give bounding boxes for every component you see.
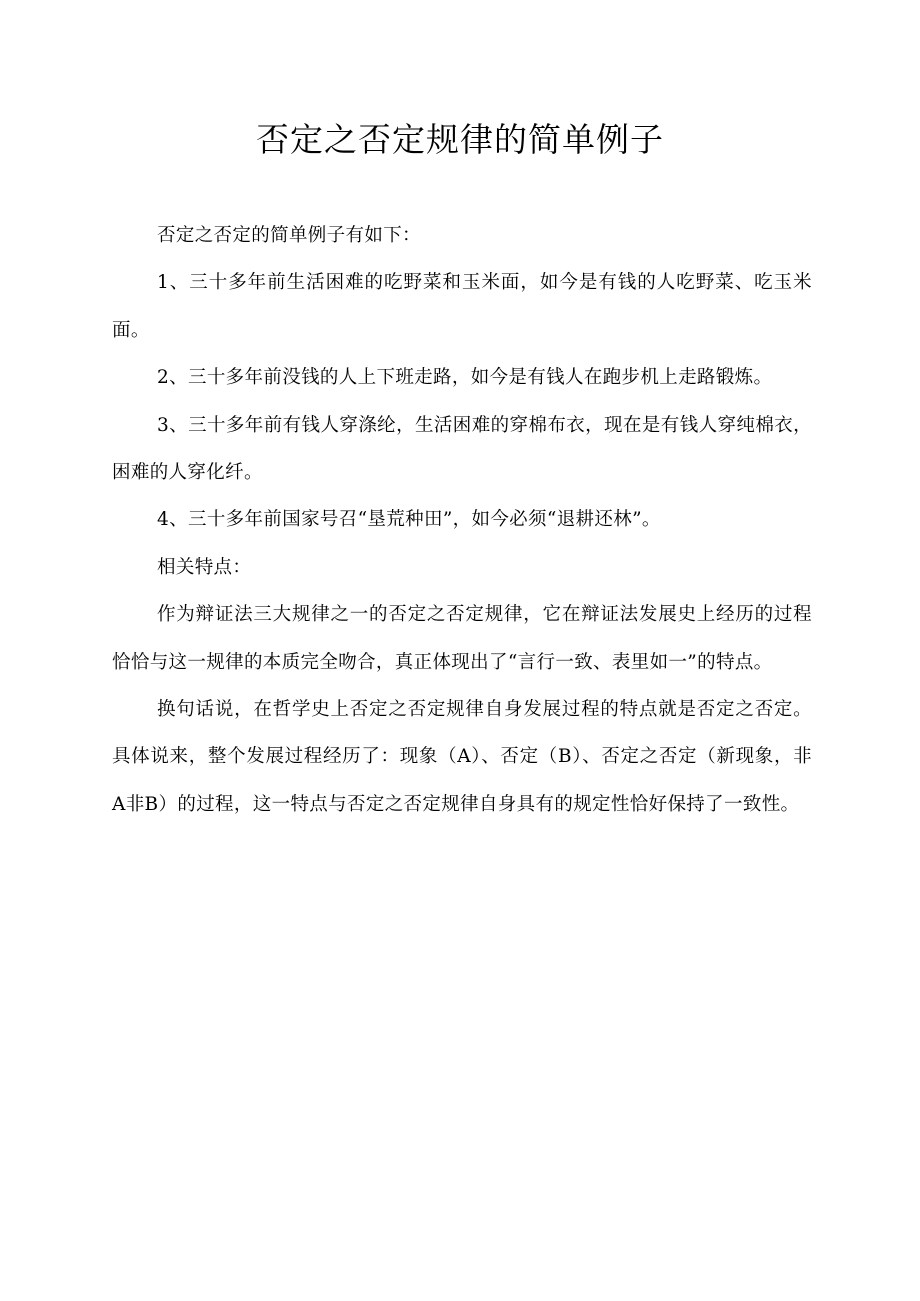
paragraph-example-4: 4、三十多年前国家号召“垦荒种田”，如今必须“退耕还林”。 [157, 509, 661, 531]
paragraph-intro: 否定之否定的简单例子有如下： [157, 225, 421, 246]
paragraph-example-1: 1、三十多年前生活困难的吃野菜和玉米面，如今是有钱的人吃野菜、吃玉米面。 [112, 272, 812, 341]
paragraph-example-2: 2、三十多年前没钱的人上下班走路，如今是有钱人在跑步机上走路锻炼。 [157, 367, 773, 389]
document-body [112, 212, 812, 828]
paragraph-in-other-words: 换句话说，在哲学史上否定之否定规律自身发展过程的特点就是否定之否定。具体说来，整个发展过程经历了：现象（A）、否定（B）、否定之否定（新现象，非A非B）的过程，这一特点与否定之否定规律自身具有的规定性恰好保持了一致性。 [112, 699, 812, 815]
document-title: 否定之否定规律的简单例子 [256, 120, 664, 159]
paragraph-related-features-heading: 相关特点： [157, 556, 252, 578]
paragraph-example-3: 3、三十多年前有钱人穿涤纶，生活困难的穿棉布衣，现在是有钱人穿纯棉衣，困难的人穿化纤。 [112, 414, 812, 484]
paragraph-feature-description: 作为辩证法三大规律之一的否定之否定规律，它在辩证法发展史上经历的过程恰恰与这一规律的本质完全吻合，真正体现出了“言行一致、表里如一”的特点。 [112, 604, 812, 673]
